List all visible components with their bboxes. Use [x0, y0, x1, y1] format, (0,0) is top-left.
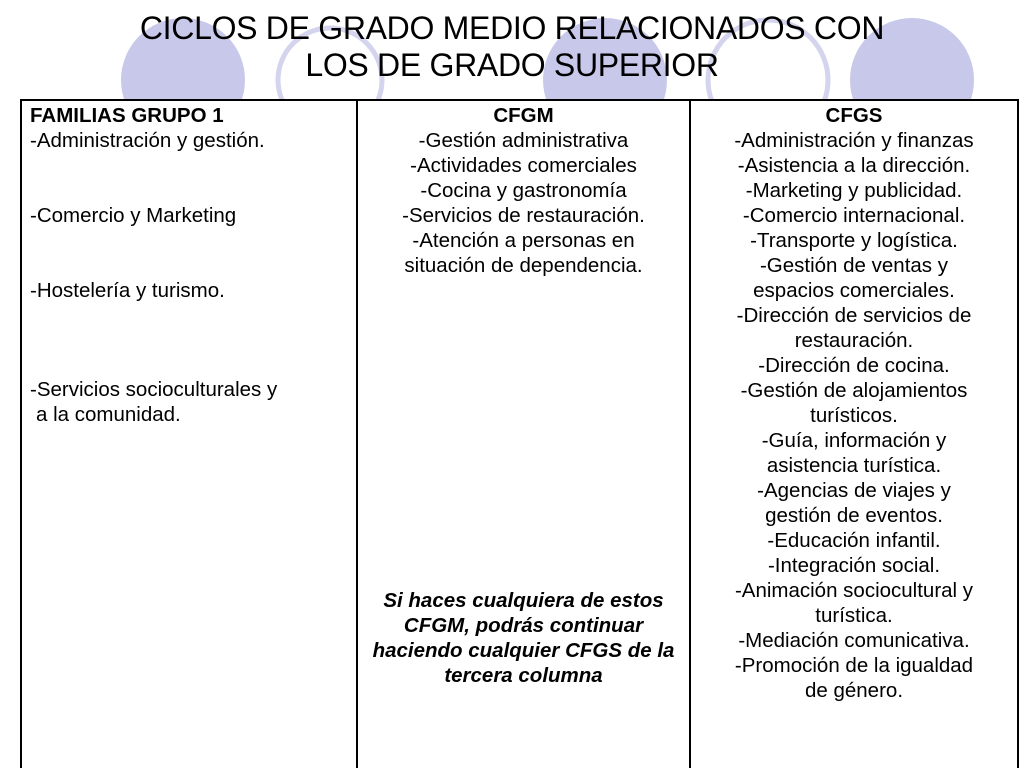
family-item: -Administración y gestión. [30, 129, 265, 152]
cfgs-item: -Educación infantil. [767, 529, 941, 552]
family-item-line: -Servicios socioculturales y [30, 378, 278, 401]
cfgm-item: -Gestión administrativa [418, 129, 629, 152]
cfgs-item: turísticos. [810, 404, 898, 427]
cfgs-item: -Guía, información y [761, 429, 947, 452]
column-header-cfgm: CFGM [493, 104, 554, 127]
cfgs-item: -Agencias de viajes y [757, 479, 951, 502]
cfgs-item: restauración. [794, 329, 914, 352]
title-line-1: CICLOS DE GRADO MEDIO RELACIONADOS CON [139, 10, 885, 46]
cycles-table [20, 99, 1019, 768]
cfgs-item: -Administración y finanzas [734, 129, 974, 152]
cfgm-item: -Actividades comerciales [410, 154, 637, 177]
cfgs-item: de género. [804, 679, 904, 702]
column-cfgm [357, 100, 690, 768]
cfgs-item: -Animación sociocultural y [734, 579, 974, 602]
cfgs-item: -Gestión de alojamientos [740, 379, 968, 402]
cfgs-item: espacios comerciales. [753, 279, 955, 302]
family-item [30, 377, 352, 427]
family-item: -Comercio y Marketing [30, 204, 237, 227]
cfgs-item: -Gestión de ventas y [759, 254, 948, 277]
family-item-line: a la comunidad. [36, 403, 181, 426]
title-line-2: LOS DE GRADO SUPERIOR [305, 47, 719, 83]
cfgs-item: -Asistencia a la dirección. [737, 154, 971, 177]
column-header-cfgs: CFGS [825, 104, 883, 127]
cfgm-note: Si haces cualquiera de estos CFGM, podrás continuar haciendo cualquier CFGS de la tercera columna [372, 589, 675, 687]
cfgm-item: -Atención a personas en [412, 229, 635, 252]
column-families [21, 100, 357, 768]
cfgs-item: -Integración social. [767, 554, 941, 577]
cfgm-item: situación de dependencia. [404, 254, 643, 277]
column-cfgs [690, 100, 1018, 768]
cfgs-item: -Dirección de cocina. [758, 354, 950, 377]
cfgm-item: -Cocina y gastronomía [420, 179, 627, 202]
family-item: -Hostelería y turismo. [30, 279, 225, 302]
cfgs-item: asistencia turística. [766, 454, 942, 477]
table-row [21, 100, 1018, 768]
cfgs-item: -Transporte y logística. [750, 229, 958, 252]
cfgs-item: gestión de eventos. [765, 504, 943, 527]
column-header-families: FAMILIAS GRUPO 1 [30, 104, 224, 127]
cfgs-item: -Mediación comunicativa. [738, 629, 970, 652]
cfgs-item: turística. [815, 604, 893, 627]
page-title [0, 10, 1024, 84]
cfgs-item: -Comercio internacional. [742, 204, 966, 227]
cfgm-item: -Servicios de restauración. [402, 204, 645, 227]
cfgs-item: -Promoción de la igualdad [734, 654, 974, 677]
cfgs-item: -Dirección de servicios de [736, 304, 972, 327]
cfgs-item: -Marketing y publicidad. [745, 179, 963, 202]
